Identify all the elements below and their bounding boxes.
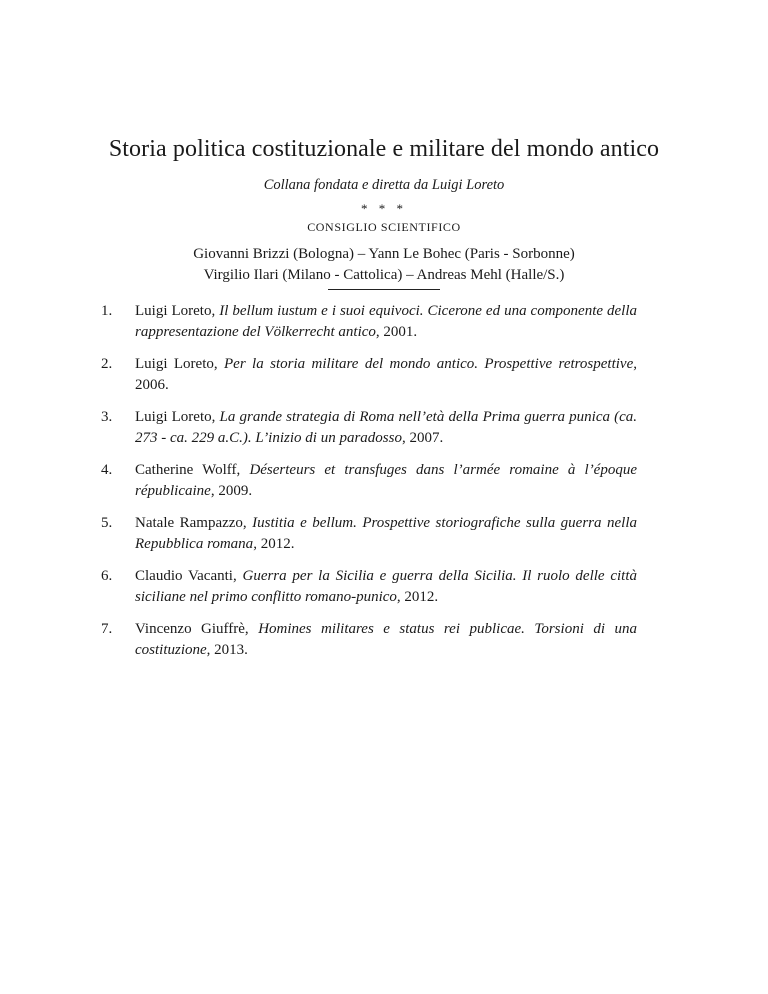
asterism-divider: * * * <box>361 201 407 216</box>
volume-author: Claudio Vacanti, <box>135 568 237 584</box>
volume-year: , 2001. <box>375 324 418 340</box>
council-members <box>0 244 768 286</box>
council-members-line: Giovanni Brizzi (Bologna) – Yann Le Bohec (Paris - Sorbonne) <box>193 246 575 262</box>
volume-number: 3. <box>101 409 113 425</box>
volume-author: Luigi Loreto, <box>135 303 216 319</box>
volume-item <box>101 301 637 343</box>
volume-number: 4. <box>101 462 113 478</box>
volume-year: , 2013. <box>206 642 248 658</box>
series-title: Storia politica costituzionale e militare del mondo antico <box>108 136 660 162</box>
council-heading: CONSIGLIO SCIENTIFICO <box>307 220 461 234</box>
volume-item <box>101 566 637 608</box>
volume-title: La grande strategia di Roma nell’età della Prima guerra punica (ca. 273 - ca. 229 a.C.). L’inizio di un paradosso <box>135 409 638 446</box>
horizontal-rule <box>328 289 440 290</box>
volume-year: , 2012. <box>396 589 439 605</box>
volume-item <box>101 354 637 396</box>
volume-item <box>101 460 637 502</box>
volume-title: Il bellum iustum e i suoi equivoci. Cicerone ed una componente della rappresentazione del Völkerrecht antico <box>135 303 638 340</box>
volume-list <box>101 301 637 672</box>
volume-title: Iustitia e bellum. Prospettive storiografiche sulla guerra nella Repubblica romana <box>135 515 637 552</box>
volume-title: Per la storia militare del mondo antico. Prospettive retrospettive <box>224 356 634 372</box>
volume-item <box>101 407 637 449</box>
volume-title: Guerra per la Sicilia e guerra della Sicilia. Il ruolo delle città siciliane nel primo conflitto romano-punico <box>135 568 637 605</box>
volume-title: Déserteurs et transfuges dans l’armée romaine à l’époque républicaine <box>135 462 638 499</box>
volume-year: , 2007. <box>401 430 444 446</box>
volume-author: Vincenzo Giuffrè, <box>135 621 249 637</box>
volume-year: , 2009. <box>210 483 253 499</box>
volume-author: Luigi Loreto, <box>135 409 216 425</box>
volume-year: , 2006. <box>135 356 637 393</box>
council-members-line: Virgilio Ilari (Milano - Cattolica) – Andreas Mehl (Halle/S.) <box>203 267 565 283</box>
volume-number: 1. <box>101 303 113 319</box>
series-subtitle: Collana fondata e diretta da Luigi Loreto <box>263 177 505 193</box>
volume-author: Natale Rampazzo, <box>135 515 247 531</box>
volume-author: Catherine Wolff, <box>135 462 241 478</box>
volume-number: 2. <box>101 356 113 372</box>
volume-item <box>101 619 637 661</box>
volume-number: 7. <box>101 621 113 637</box>
volume-item <box>101 513 637 555</box>
volume-year: , 2012. <box>253 536 295 552</box>
volume-number: 6. <box>101 568 113 584</box>
volume-author: Luigi Loreto, <box>135 356 218 372</box>
volume-title: Homines militares e status rei publicae. Torsioni di una costituzione <box>135 621 637 658</box>
volume-number: 5. <box>101 515 113 531</box>
